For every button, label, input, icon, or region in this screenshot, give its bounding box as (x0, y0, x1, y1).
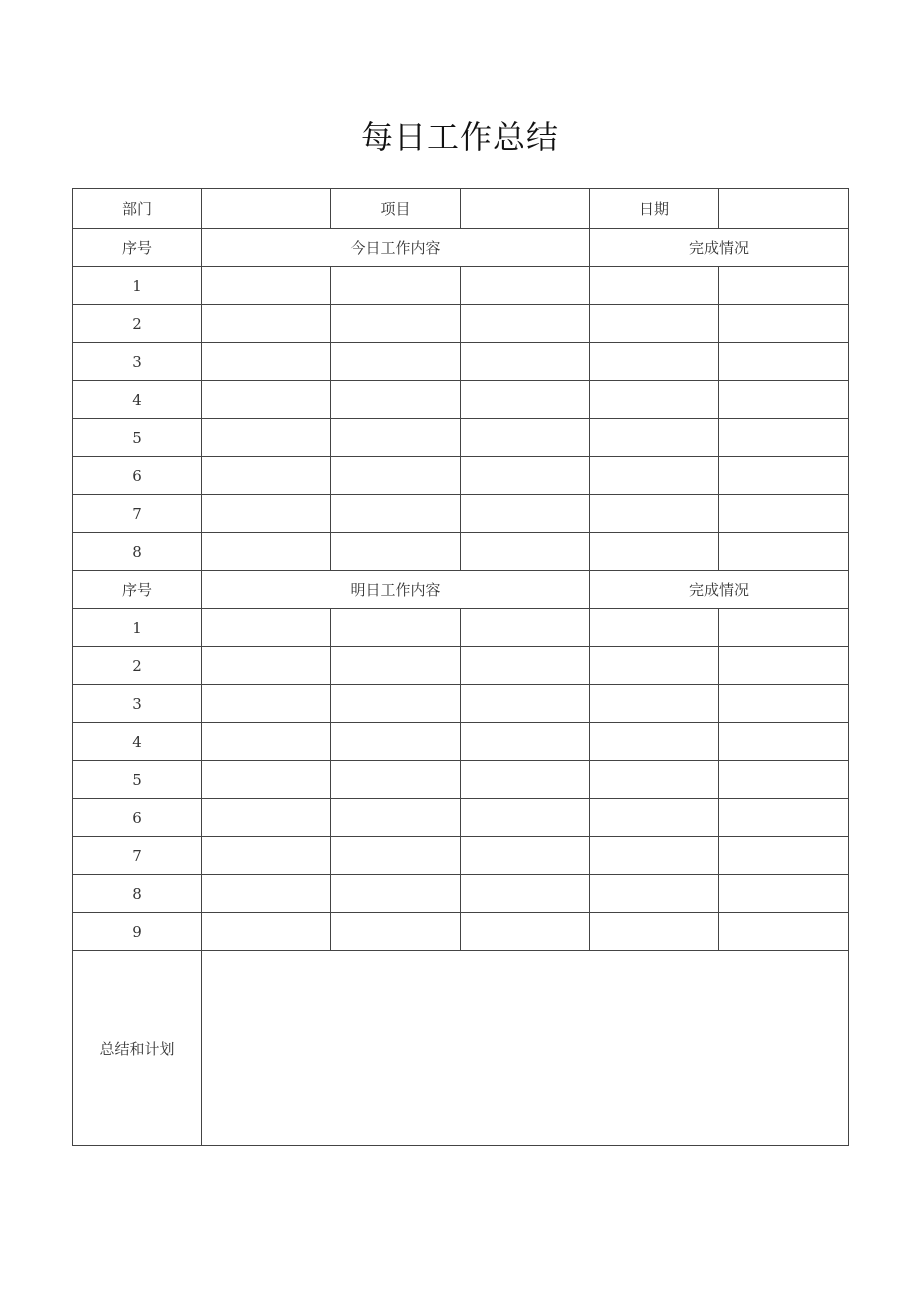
today-cell[interactable] (719, 419, 849, 457)
tomorrow-cell[interactable] (461, 875, 590, 913)
today-row (73, 305, 849, 343)
tomorrow-cell[interactable] (590, 685, 719, 723)
today-cell[interactable] (331, 419, 461, 457)
tomorrow-cell[interactable] (719, 837, 849, 875)
tomorrow-row-number: 5 (73, 761, 202, 799)
tomorrow-cell[interactable] (719, 875, 849, 913)
today-cell[interactable] (202, 457, 331, 495)
today-row (73, 419, 849, 457)
today-cell[interactable] (461, 419, 590, 457)
today-cell[interactable] (590, 343, 719, 381)
summary-field[interactable] (202, 951, 849, 1146)
today-cell[interactable] (331, 495, 461, 533)
tomorrow-cell[interactable] (331, 723, 461, 761)
tomorrow-cell[interactable] (461, 913, 590, 951)
today-cell[interactable] (719, 305, 849, 343)
today-cell[interactable] (719, 457, 849, 495)
tomorrow-seq-header: 序号 (73, 571, 202, 609)
today-header-row (73, 229, 849, 267)
tomorrow-row-number: 2 (73, 647, 202, 685)
tomorrow-cell[interactable] (461, 761, 590, 799)
tomorrow-cell[interactable] (461, 723, 590, 761)
tomorrow-cell[interactable] (719, 685, 849, 723)
date-field[interactable] (719, 189, 849, 229)
today-row-number: 7 (73, 495, 202, 533)
today-cell[interactable] (202, 343, 331, 381)
tomorrow-cell[interactable] (202, 837, 331, 875)
date-label: 日期 (590, 189, 719, 229)
today-cell[interactable] (590, 419, 719, 457)
tomorrow-cell[interactable] (719, 723, 849, 761)
today-cell[interactable] (719, 343, 849, 381)
tomorrow-cell[interactable] (331, 913, 461, 951)
today-cell[interactable] (202, 381, 331, 419)
today-row-number: 4 (73, 381, 202, 419)
tomorrow-cell[interactable] (590, 837, 719, 875)
today-cell[interactable] (331, 267, 461, 305)
tomorrow-cell[interactable] (590, 647, 719, 685)
tomorrow-cell[interactable] (331, 875, 461, 913)
today-cell[interactable] (331, 533, 461, 571)
tomorrow-cell[interactable] (331, 799, 461, 837)
today-row (73, 457, 849, 495)
tomorrow-cell[interactable] (461, 647, 590, 685)
tomorrow-row-number: 6 (73, 799, 202, 837)
tomorrow-cell[interactable] (590, 799, 719, 837)
daily-summary-table (72, 188, 849, 1146)
department-label: 部门 (73, 189, 202, 229)
today-cell[interactable] (331, 305, 461, 343)
tomorrow-cell[interactable] (719, 609, 849, 647)
tomorrow-cell[interactable] (590, 913, 719, 951)
tomorrow-row-number: 8 (73, 875, 202, 913)
tomorrow-row (73, 799, 849, 837)
today-cell[interactable] (590, 381, 719, 419)
tomorrow-row-number: 1 (73, 609, 202, 647)
tomorrow-row-number: 7 (73, 837, 202, 875)
today-cell[interactable] (331, 381, 461, 419)
today-cell[interactable] (461, 457, 590, 495)
today-cell[interactable] (461, 495, 590, 533)
tomorrow-cell[interactable] (202, 723, 331, 761)
today-row-number: 6 (73, 457, 202, 495)
today-cell[interactable] (590, 533, 719, 571)
today-cell[interactable] (461, 381, 590, 419)
today-cell[interactable] (461, 305, 590, 343)
today-cell[interactable] (331, 343, 461, 381)
tomorrow-cell[interactable] (202, 685, 331, 723)
tomorrow-row-number: 3 (73, 685, 202, 723)
today-cell[interactable] (202, 305, 331, 343)
today-cell[interactable] (202, 419, 331, 457)
tomorrow-cell[interactable] (331, 609, 461, 647)
today-cell[interactable] (590, 457, 719, 495)
tomorrow-cell[interactable] (331, 761, 461, 799)
tomorrow-cell[interactable] (590, 761, 719, 799)
info-row (73, 189, 849, 229)
today-row (73, 343, 849, 381)
department-field[interactable] (202, 189, 331, 229)
tomorrow-cell[interactable] (202, 609, 331, 647)
today-cell[interactable] (719, 533, 849, 571)
today-content-header: 今日工作内容 (202, 229, 590, 267)
tomorrow-cell[interactable] (461, 685, 590, 723)
today-row-number: 1 (73, 267, 202, 305)
today-cell[interactable] (202, 267, 331, 305)
tomorrow-row (73, 685, 849, 723)
tomorrow-cell[interactable] (331, 647, 461, 685)
tomorrow-cell[interactable] (719, 647, 849, 685)
today-cell[interactable] (461, 533, 590, 571)
tomorrow-row (73, 837, 849, 875)
today-cell[interactable] (590, 305, 719, 343)
tomorrow-cell[interactable] (202, 647, 331, 685)
page-title: 每日工作总结 (360, 118, 559, 156)
tomorrow-cell[interactable] (202, 799, 331, 837)
today-row (73, 533, 849, 571)
today-cell[interactable] (719, 381, 849, 419)
tomorrow-cell[interactable] (719, 913, 849, 951)
today-row-number: 8 (73, 533, 202, 571)
tomorrow-row (73, 647, 849, 685)
today-cell[interactable] (461, 343, 590, 381)
summary-label: 总结和计划 (73, 951, 202, 1146)
tomorrow-content-header: 明日工作内容 (202, 571, 590, 609)
tomorrow-cell[interactable] (202, 913, 331, 951)
tomorrow-cell[interactable] (461, 799, 590, 837)
tomorrow-cell[interactable] (331, 837, 461, 875)
tomorrow-cell[interactable] (719, 799, 849, 837)
tomorrow-row (73, 875, 849, 913)
tomorrow-cell[interactable] (590, 609, 719, 647)
tomorrow-cell[interactable] (331, 685, 461, 723)
tomorrow-cell[interactable] (202, 761, 331, 799)
today-cell[interactable] (590, 267, 719, 305)
today-cell[interactable] (461, 267, 590, 305)
today-status-header: 完成情况 (590, 229, 849, 267)
today-cell[interactable] (719, 267, 849, 305)
today-row-number: 3 (73, 343, 202, 381)
today-seq-header: 序号 (73, 229, 202, 267)
tomorrow-row (73, 913, 849, 951)
summary-row (73, 951, 849, 1146)
tomorrow-cell[interactable] (202, 875, 331, 913)
tomorrow-cell[interactable] (590, 875, 719, 913)
tomorrow-header-row (73, 571, 849, 609)
tomorrow-cell[interactable] (590, 723, 719, 761)
today-cell[interactable] (202, 533, 331, 571)
today-cell[interactable] (719, 495, 849, 533)
tomorrow-row (73, 609, 849, 647)
tomorrow-cell[interactable] (461, 837, 590, 875)
project-field[interactable] (461, 189, 590, 229)
tomorrow-row-number: 9 (73, 913, 202, 951)
today-row (73, 381, 849, 419)
tomorrow-row (73, 723, 849, 761)
today-cell[interactable] (590, 495, 719, 533)
today-row (73, 495, 849, 533)
today-row (73, 267, 849, 305)
tomorrow-status-header: 完成情况 (590, 571, 849, 609)
today-cell[interactable] (331, 457, 461, 495)
tomorrow-row (73, 761, 849, 799)
today-row-number: 2 (73, 305, 202, 343)
today-cell[interactable] (202, 495, 331, 533)
tomorrow-cell[interactable] (719, 761, 849, 799)
tomorrow-cell[interactable] (461, 609, 590, 647)
project-label: 项目 (331, 189, 461, 229)
tomorrow-row-number: 4 (73, 723, 202, 761)
today-row-number: 5 (73, 419, 202, 457)
